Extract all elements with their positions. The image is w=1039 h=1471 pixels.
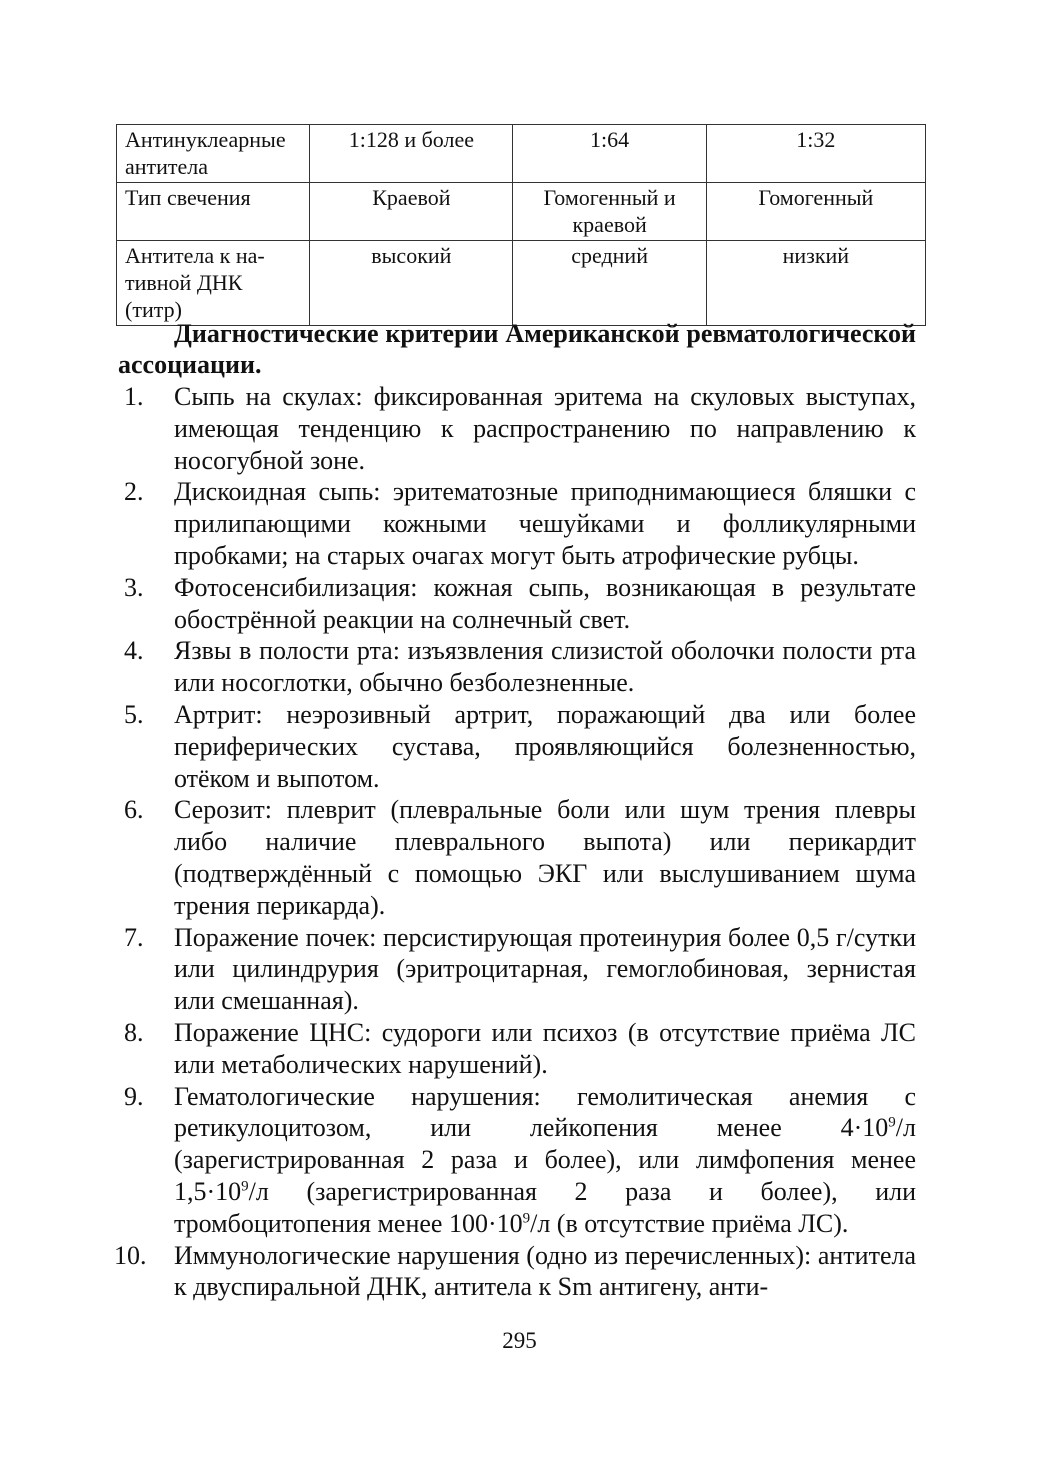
item-text-part: /л (зарегистрированная 2 раза и более), или тромбоцитопения менее 100·10 <box>174 1176 916 1238</box>
section-heading: Диагностические критерии Американской ревматологической ассоциации. <box>118 319 916 379</box>
item-number: 6. <box>124 795 144 825</box>
list-item <box>118 699 916 794</box>
item-text: Сыпь на скулах: фиксированная эритема на скуловых выступах, имеющая тенденцию к распространению по направлению к носогубной зоне. <box>174 382 916 475</box>
table-row <box>117 183 926 241</box>
item-number: 1. <box>124 382 144 411</box>
item-number: 2. <box>124 477 144 507</box>
table-cell: Гомогенный <box>706 183 925 241</box>
item-number: 9. <box>124 1081 144 1111</box>
table-row <box>117 125 926 183</box>
item-text: Поражение ЦНС: судороги или психоз (в отсутствие приёма ЛС или метаболических нарушений). <box>174 1017 916 1079</box>
item-number: 3. <box>124 572 144 602</box>
item-text: Поражение почек: персистирующая протеинурия более 0,5 г/сутки или цилиндрурия (эритроцитарная, гемоглобиновая, зернистая или смешанная). <box>174 922 916 1016</box>
list-item <box>118 635 916 699</box>
item-text: Артрит: неэрозивный артрит, поражающий два или более периферических сустава, проявляющийся болезненностью, отёком и выпотом. <box>174 699 916 793</box>
item-number: 5. <box>124 699 144 729</box>
item-text: Дискоидная сыпь: эритематозные приподнимающиеся бляшки с прилипающими кожными чешуйками и фолликулярными пробками; на старых очагах могут быть атрофические рубцы. <box>174 477 916 570</box>
exponent: 9 <box>241 1178 249 1195</box>
item-number: 4. <box>124 636 144 666</box>
list-item <box>118 381 916 476</box>
table-cell: Краевой <box>310 183 513 241</box>
row-label: Антинуклеарные антитела <box>117 125 310 183</box>
exponent: 9 <box>888 1114 896 1131</box>
row-label-line: (титр) <box>125 297 182 322</box>
list-item <box>118 1081 916 1240</box>
table-cell: низкий <box>706 241 925 326</box>
item-number: 7. <box>124 922 144 952</box>
antibody-titer-table <box>116 124 926 326</box>
item-text-part: Гематологические нарушения: гемолитическая анемия с ретикулоцитозом, или лейкопения менее 4·10 <box>174 1081 916 1143</box>
item-number: 10. <box>114 1240 147 1270</box>
row-label-line: Антитела к на- <box>125 243 265 268</box>
table-cell: высокий <box>310 241 513 326</box>
item-number: 8. <box>124 1017 144 1047</box>
row-label: Тип свечения <box>117 183 310 241</box>
item-text: Серозит: плеврит (плевральные боли или шум трения плевры либо наличие плеврального выпота) или перикардит (подтверждённый с помощью ЭКГ или выслушиванием шума трения перикарда). <box>174 795 916 920</box>
list-item <box>118 572 916 636</box>
item-text: Фотосенсибилизация: кожная сыпь, возникающая в результате обострённой реакции на солнечный свет. <box>174 572 916 634</box>
table-cell: 1:128 и более <box>310 125 513 183</box>
list-item <box>118 922 916 1017</box>
item-text: Иммунологические нарушения (одно из перечисленных): антитела к двуспиральной ДНК, антитела к Sm антигену, анти- <box>174 1240 916 1302</box>
list-item <box>118 476 916 571</box>
table-cell: 1:32 <box>706 125 925 183</box>
item-text-part: /л (в отсутствие приёма ЛС). <box>530 1208 849 1238</box>
row-label-line: тивной ДНК <box>125 270 243 295</box>
exponent: 9 <box>522 1210 531 1227</box>
list-item <box>118 794 916 921</box>
item-text-part: /л (зарегистрированная 2 раза и более), или лимфопения менее 1,5·10 <box>174 1113 916 1206</box>
row-label <box>117 241 310 326</box>
table-cell: 1:64 <box>513 125 706 183</box>
criteria-list <box>114 381 916 1303</box>
item-text: Язвы в полости рта: изъязвления слизистой оболочки полости рта или носоглотки, обычно безболезненные. <box>174 636 916 698</box>
list-item <box>118 1017 916 1081</box>
list-item <box>114 1240 916 1304</box>
page-number: 295 <box>502 1328 537 1353</box>
table-cell: Гомогенный и краевой <box>513 183 706 241</box>
table-cell: средний <box>513 241 706 326</box>
table-row <box>117 241 926 326</box>
